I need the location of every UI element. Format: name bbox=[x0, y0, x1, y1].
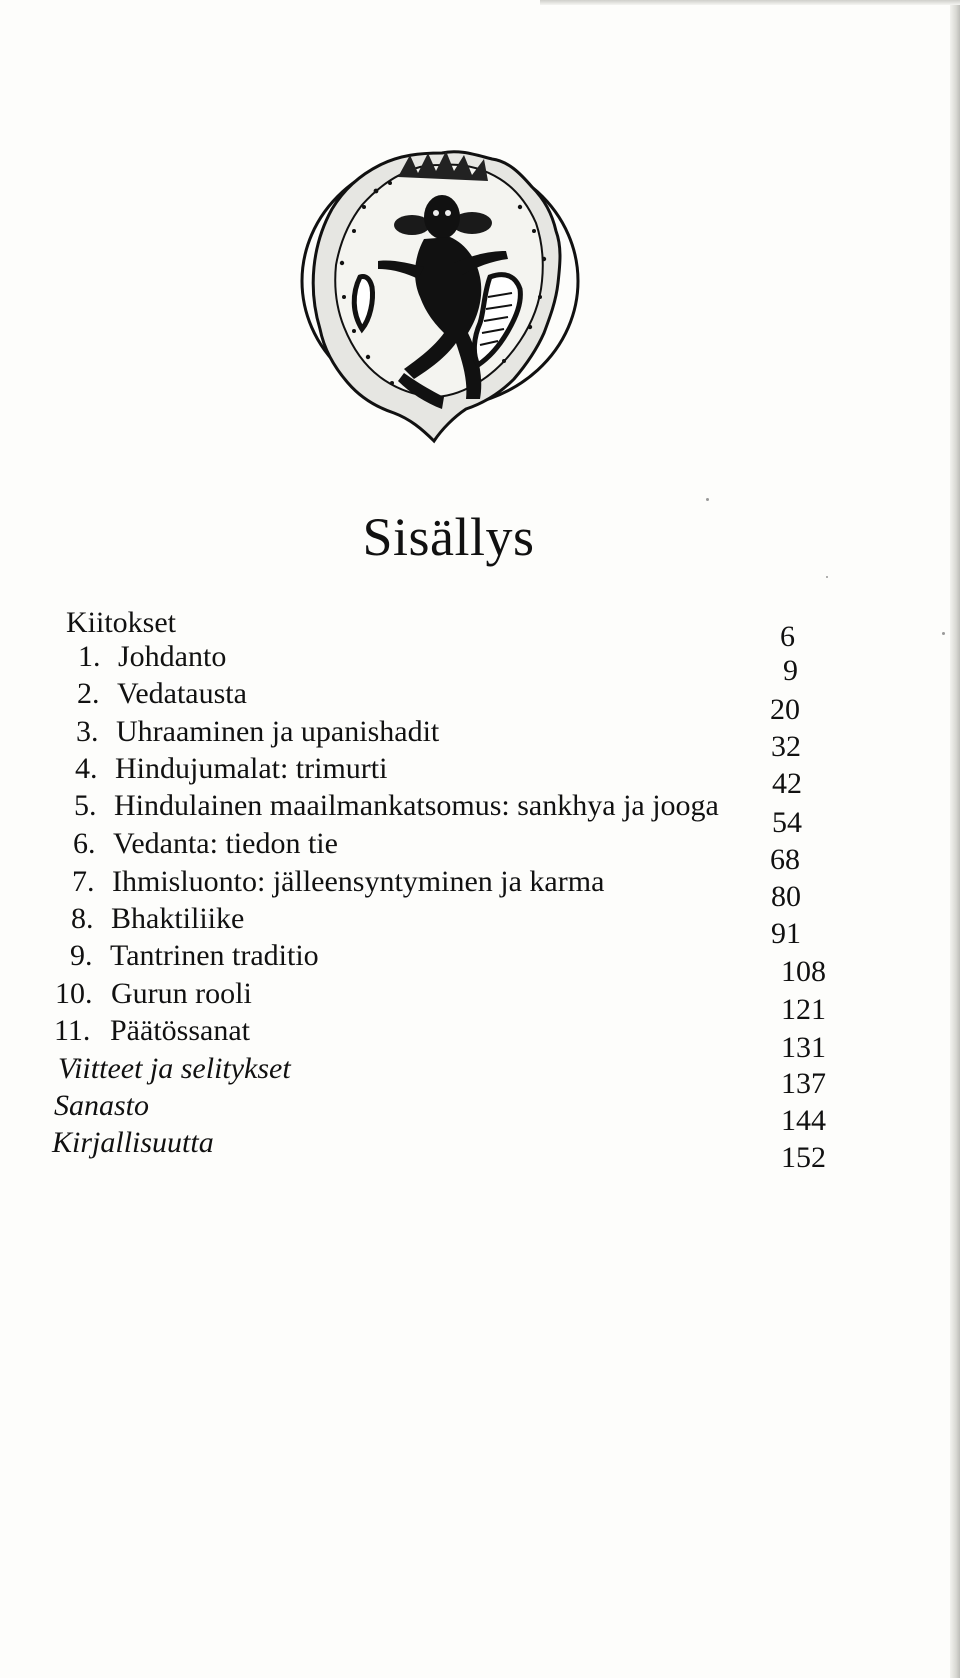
toc-item-page: 9 bbox=[783, 654, 798, 687]
toc-item-label: Bhaktiliike bbox=[111, 902, 245, 935]
page-title: Sisällys bbox=[362, 507, 535, 567]
toc-item-number: 10. bbox=[55, 977, 93, 1010]
toc-item-page: 6 bbox=[780, 620, 795, 653]
paper-speck bbox=[942, 632, 945, 635]
toc-item-label: Hindulainen maailmankatsomus: sankhya ja jooga bbox=[114, 789, 719, 822]
paper-speck bbox=[706, 498, 709, 501]
toc-item-label: Vedatausta bbox=[117, 677, 247, 710]
toc-item-label: Hindujumalat: trimurti bbox=[115, 752, 388, 785]
toc-item-page: 137 bbox=[781, 1067, 826, 1100]
toc-item-label: Johdanto bbox=[118, 640, 227, 673]
toc-item-number: 7. bbox=[72, 865, 95, 898]
toc-item-page: 144 bbox=[781, 1104, 826, 1137]
toc-item-page: 108 bbox=[781, 955, 826, 988]
toc-item-number: 4. bbox=[75, 752, 98, 785]
toc-item-label: Uhraaminen ja upanishadit bbox=[116, 715, 440, 748]
toc-item-number: 5. bbox=[74, 789, 97, 822]
toc-item-number: 3. bbox=[76, 715, 99, 748]
toc-item-number: 6. bbox=[73, 827, 96, 860]
toc-item-number: 1. bbox=[78, 640, 101, 673]
toc-item-page: 68 bbox=[770, 843, 800, 876]
toc-item-page: 80 bbox=[771, 880, 801, 913]
toc-item-page: 131 bbox=[781, 1031, 826, 1064]
toc-item-number: 9. bbox=[70, 939, 93, 972]
toc-item-page: 121 bbox=[781, 993, 826, 1026]
toc-item-label: Päätössanat bbox=[110, 1014, 250, 1047]
toc-item-label: Viitteet ja selitykset bbox=[58, 1052, 291, 1085]
toc-item-label: Sanasto bbox=[54, 1089, 150, 1122]
toc-item-label: Ihmisluonto: jälleensyntyminen ja karma bbox=[112, 865, 605, 898]
toc-item-label: Vedanta: tiedon tie bbox=[113, 827, 338, 860]
toc-item-page: 91 bbox=[771, 917, 801, 950]
toc-item-label: Kiitokset bbox=[66, 606, 176, 639]
toc-item-number: 2. bbox=[77, 677, 100, 710]
toc-item-page: 20 bbox=[770, 693, 800, 726]
toc-item-label: Kirjallisuutta bbox=[52, 1126, 214, 1159]
toc-item-page: 152 bbox=[781, 1141, 826, 1174]
toc-item-number: 8. bbox=[71, 902, 94, 935]
toc-item-page: 42 bbox=[772, 767, 802, 800]
toc-item-label: Gurun rooli bbox=[111, 977, 252, 1010]
paper-speck bbox=[826, 576, 828, 578]
toc-item-page: 32 bbox=[771, 730, 801, 763]
toc-item-page: 54 bbox=[772, 806, 802, 839]
toc-item-label: Tantrinen traditio bbox=[110, 939, 319, 972]
toc-item-number: 11. bbox=[54, 1014, 91, 1047]
